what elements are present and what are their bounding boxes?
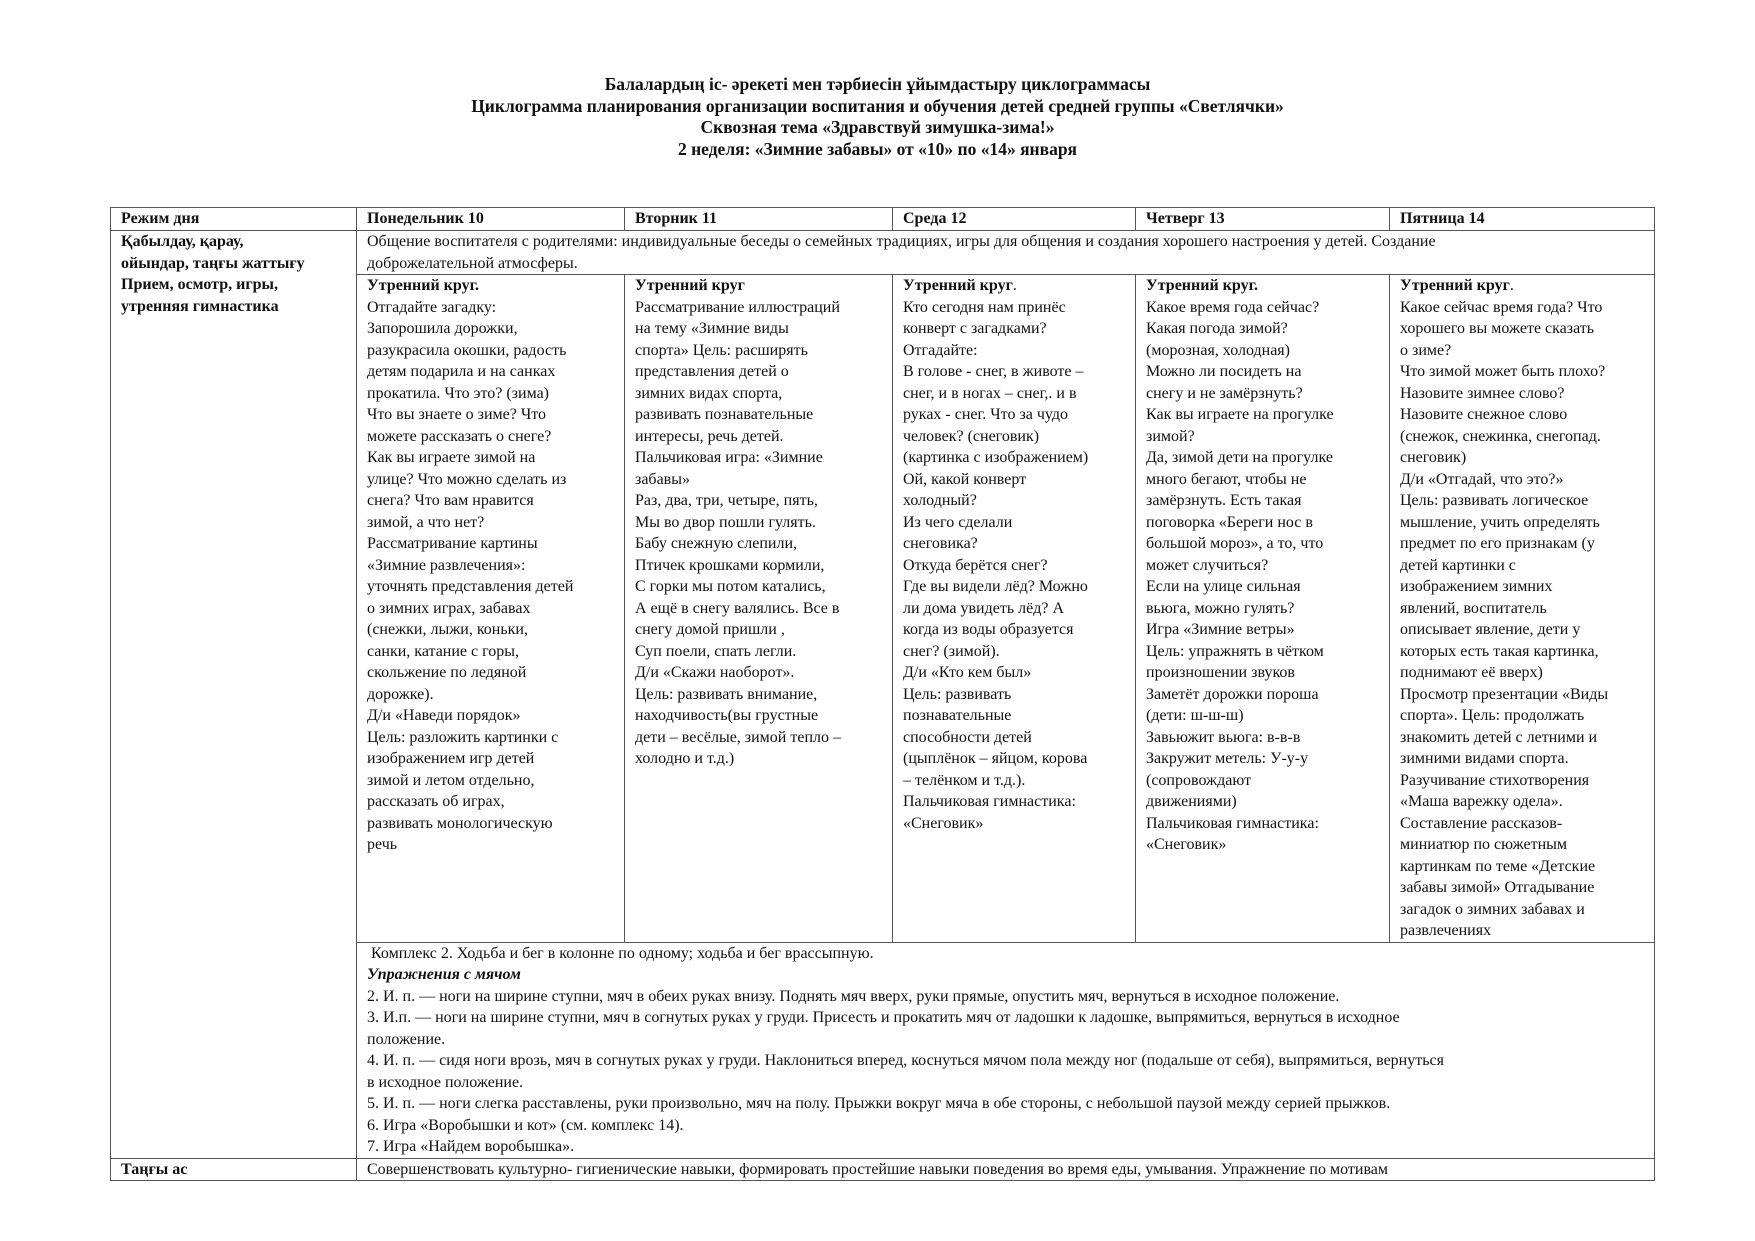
circle-line: Составление рассказов- xyxy=(1400,814,1563,832)
cyclogram-table xyxy=(110,207,1655,1181)
circle-line: вьюга, можно гулять? xyxy=(1146,599,1295,617)
circle-line: предмет по его признакам (у xyxy=(1400,535,1595,552)
exercise-line: в исходное положение. xyxy=(367,1073,524,1091)
circle-line: может случиться? xyxy=(1146,556,1269,574)
circle-line: спорта». Цель: продолжать xyxy=(1400,707,1585,724)
circle-line: поговорка «Береги нос в xyxy=(1146,513,1313,531)
heading-text: Утренний круг xyxy=(903,277,1013,294)
circle-line: миниатюр по сюжетным xyxy=(1400,836,1568,853)
circle-line: изображением игр детей xyxy=(367,750,535,767)
regime-line: Прием, осмотр, игры, xyxy=(121,276,278,293)
circle-line: А ещё в снегу валялись. Все в xyxy=(635,599,840,617)
circle-line: Отгадайте: xyxy=(903,341,978,359)
circle-line: зимних видах спорта, xyxy=(635,384,783,402)
header-regime: Режим дня xyxy=(111,208,357,231)
circle-line: (сопровождают xyxy=(1146,771,1252,789)
circle-line: Если на улице сильная xyxy=(1146,578,1301,595)
circle-line: С горки мы потом катались, xyxy=(635,578,826,595)
circle-line: снеговика? xyxy=(903,535,978,552)
circle-line: хорошего вы можете сказать xyxy=(1400,320,1595,337)
header-wednesday: Среда 12 xyxy=(893,208,1136,231)
circle-line: изображением зимних xyxy=(1400,578,1553,595)
circle-line: замёрзнуть. Есть такая xyxy=(1146,492,1302,509)
circle-line: Какое время года сейчас? xyxy=(1146,298,1320,316)
exercise-line: положение. xyxy=(367,1030,446,1048)
regime-line: утренняя гимнастика xyxy=(121,297,279,315)
header-monday: Понедельник 10 xyxy=(357,208,625,231)
circle-line: речь xyxy=(367,836,398,853)
circle-line: Разучивание стихотворения xyxy=(1400,771,1590,789)
circle-line: конверт с загадками? xyxy=(903,320,1047,337)
circle-line: познавательные xyxy=(903,707,1012,724)
circle-line: забавы» xyxy=(635,470,690,488)
morning-circle-heading xyxy=(1400,275,1644,297)
circle-line: детей картинки с xyxy=(1400,556,1516,574)
circle-line: находчивость(вы грустные xyxy=(635,707,819,724)
circle-line: картинкам по теме «Детские xyxy=(1400,857,1596,875)
circle-line: Цель: развивать внимание, xyxy=(635,685,818,703)
table-header-row xyxy=(111,208,1655,231)
circle-line: загадок о зимних забавах и xyxy=(1400,900,1585,918)
circle-line: когда из воды образуется xyxy=(903,621,1074,638)
circle-line: (снежок, снежинка, снегопад. xyxy=(1400,427,1601,445)
circle-line: снег? (зимой). xyxy=(903,642,1000,660)
greeting-line: Общение воспитателя с родителями: индивидуальные беседы о семейных традициях, игры для общения и создания хорошего настроения у детей. Создание xyxy=(367,233,1436,250)
circle-line: которых есть такая картинка, xyxy=(1400,642,1599,660)
circle-line: Как вы играете на прогулке xyxy=(1146,406,1334,423)
circle-line: зимой и летом отдельно, xyxy=(367,771,535,789)
circle-line: развлечениях xyxy=(1400,922,1492,939)
circle-line: можете рассказать о снеге? xyxy=(367,427,552,445)
circle-line: Завьюжит вьюга: в-в-в xyxy=(1146,728,1301,746)
table-row-breakfast xyxy=(111,1158,1655,1181)
circle-line: скольжение по ледяной xyxy=(367,664,527,681)
exercise-lines xyxy=(367,986,1644,1158)
circle-line: Ой, какой конверт xyxy=(903,470,1027,488)
regime-morning-cell xyxy=(111,231,357,1159)
circle-line: снег, и в ногах – снег,. и в xyxy=(903,384,1077,402)
circle-line: спорта» Цель: расширять xyxy=(635,341,808,359)
circle-line: развивать монологическую xyxy=(367,814,553,832)
circle-line: снега? Что вам нравится xyxy=(367,492,534,509)
circle-line: описывает явление, дети у xyxy=(1400,621,1581,638)
friday-circle-cell xyxy=(1390,275,1655,943)
exercise-intro: Комплекс 2. Ходьба и бег в колонне по одному; ходьба и бег врассыпную. xyxy=(371,944,874,962)
heading-text: Утренний круг. xyxy=(367,277,480,294)
circle-line: Цель: разложить картинки с xyxy=(367,728,559,746)
circle-line: «Зимние развлечения»: xyxy=(367,556,526,574)
circle-line: (картинка с изображением) xyxy=(903,449,1089,466)
circle-line: Мы во двор пошли гулять. xyxy=(635,513,816,531)
morning-circle-heading xyxy=(903,275,1125,297)
circle-line: Птичек крошками кормили, xyxy=(635,556,825,574)
circle-line: (дети: ш-ш-ш) xyxy=(1146,707,1244,724)
circle-line: В голове - снег, в животе – xyxy=(903,363,1084,380)
circle-line: Цель: развивать xyxy=(903,685,1012,703)
thursday-circle-cell xyxy=(1136,275,1390,943)
exercise-line: 4. И. п. — сидя ноги врозь, мяч в согнутых руках у груди. Наклониться вперед, коснуться мячом пола между ног (подальше от себя), выпрямиться, вернуться xyxy=(367,1052,1444,1069)
circle-line: способности детей xyxy=(903,728,1032,746)
circle-line: прокатила. Что это? (зима) xyxy=(367,384,550,402)
circle-line: дорожке). xyxy=(367,685,434,703)
circle-line: Заметёт дорожки пороша xyxy=(1146,685,1319,703)
circle-line: Пальчиковая гимнастика: xyxy=(1146,814,1319,832)
tuesday-circle-cell xyxy=(625,275,893,943)
circle-line: Пальчиковая игра: «Зимние xyxy=(635,449,823,466)
greeting-line: доброжелательной атмосферы. xyxy=(367,254,578,272)
exercise-line: 5. И. п. — ноги слегка расставлены, руки произвольно, мяч на полу. Прыжки вокруг мяча в обе стороны, с небольшой паузой между серией прыжков. xyxy=(367,1095,1391,1112)
exercise-line: 6. Игра «Воробышки и кот» (см. комплекс 14). xyxy=(367,1116,684,1134)
circle-line: Отгадайте загадку: xyxy=(367,298,497,316)
circle-line: ли дома увидеть лёд? А xyxy=(903,599,1065,617)
circle-line: Откуда берётся снег? xyxy=(903,556,1048,574)
circle-line: Как вы играете зимой на xyxy=(367,449,536,466)
circle-line: представления детей о xyxy=(635,363,789,380)
circle-line: развивать познавательные xyxy=(635,406,814,423)
title-line-theme: Сквозная тема «Здравствуй зимушка-зима!» xyxy=(700,117,1055,137)
circle-line: Закружит метель: У-у-у xyxy=(1146,750,1309,767)
circle-line: Да, зимой дети на прогулке xyxy=(1146,449,1333,466)
circle-line: снеговик) xyxy=(1400,449,1467,466)
circle-line: зимой? xyxy=(1146,427,1195,445)
circle-line: Цель: упражнять в чётком xyxy=(1146,642,1324,660)
circle-line: (снежки, лыжи, коньки, xyxy=(367,621,528,638)
header-tuesday: Вторник 11 xyxy=(625,208,893,231)
circle-line: забавы зимой» Отгадывание xyxy=(1400,879,1595,896)
exercise-cell xyxy=(357,942,1655,1158)
circle-line: много бегают, чтобы не xyxy=(1146,470,1307,488)
circle-line: дети – весёлые, зимой тепло – xyxy=(635,728,842,746)
circle-line: Можно ли посидеть на xyxy=(1146,363,1302,380)
monday-circle-cell xyxy=(357,275,625,943)
circle-line: Бабу снежную слепили, xyxy=(635,535,798,552)
breakfast-text: Совершенствовать культурно- гигиенические навыки, формировать простейшие навыки поведения во время еды, умывания. Упражнение по мотивам xyxy=(357,1158,1655,1181)
circle-line: Д/и «Отгадай, что это?» xyxy=(1400,470,1564,488)
circle-line: «Маша варежку одела». xyxy=(1400,793,1563,810)
circle-line: Где вы видели лёд? Можно xyxy=(903,578,1088,595)
circle-line: зимними видами спорта. xyxy=(1400,750,1569,767)
circle-line: произношении звуков xyxy=(1146,664,1295,681)
table-row-greeting xyxy=(111,231,1655,275)
circle-line: большой мороз», а то, что xyxy=(1146,535,1324,552)
circle-line: Какая погода зимой? xyxy=(1146,320,1288,337)
heading-text: Утренний круг xyxy=(635,277,745,294)
circle-line: снегу домой пришли , xyxy=(635,621,785,638)
circle-line: (цыплёнок – яйцом, корова xyxy=(903,750,1088,767)
circle-line: холодно и т.д.) xyxy=(635,750,735,767)
circle-line: интересы, речь детей. xyxy=(635,427,784,445)
circle-line: мышление, учить определять xyxy=(1400,513,1600,531)
circle-line: руках - снег. Что за чудо xyxy=(903,406,1069,423)
circle-line: уточнять представления детей xyxy=(367,578,574,595)
header-friday: Пятница 14 xyxy=(1390,208,1655,231)
circle-line: Рассматривание иллюстраций xyxy=(635,298,840,316)
exercise-subtitle: Упражнения с мячом xyxy=(367,966,521,983)
heading-dot: . xyxy=(1509,277,1514,294)
circle-line: Какое сейчас время года? Что xyxy=(1400,298,1603,316)
header-thursday: Четверг 13 xyxy=(1136,208,1390,231)
circle-line: санки, катание с горы, xyxy=(367,642,520,660)
document-title-block xyxy=(0,74,1755,160)
regime-line: ойындар, таңғы жаттығу xyxy=(121,254,305,272)
circle-line: Назовите зимнее слово? xyxy=(1400,384,1565,402)
circle-line: «Снеговик» xyxy=(903,814,984,832)
circle-line: Из чего сделали xyxy=(903,513,1013,531)
regime-line: Қабылдау, қарау, xyxy=(121,233,244,250)
title-line-kazakh: Балалардың іс- әрекеті мен тәрбиесін ұйымдастыру циклограммасы xyxy=(604,74,1151,94)
circle-line: Кто сегодня нам принёс xyxy=(903,298,1066,316)
morning-circle-heading xyxy=(635,275,882,297)
regime-breakfast: Таңғы ас xyxy=(111,1158,357,1181)
exercise-line: 7. Игра «Найдем воробышка». xyxy=(367,1138,575,1155)
circle-line: – телёнком и т.д.). xyxy=(903,771,1026,789)
circle-line: Что зимой может быть плохо? xyxy=(1400,363,1606,380)
heading-dot: . xyxy=(1012,277,1017,294)
circle-line: человек? (снеговик) xyxy=(903,427,1040,445)
circle-line: «Снеговик» xyxy=(1146,836,1227,853)
circle-line: холодный? xyxy=(903,492,977,509)
exercise-line: 3. И.п. — ноги на ширине ступни, мяч в согнутых руках у груди. Присесть и прокатить мяч от ладошки к ладошке, выпрямиться, вернуться в исходное xyxy=(367,1009,1400,1026)
circle-line: снегу и не замёрзнуть? xyxy=(1146,384,1303,402)
circle-line: о зимних играх, забавах xyxy=(367,599,531,617)
circle-line: зимой, а что нет? xyxy=(367,513,485,531)
circle-line: рассказать об играх, xyxy=(367,793,505,810)
circle-line: Пальчиковая гимнастика: xyxy=(903,793,1076,810)
circle-line: явлений, воспитатель xyxy=(1400,599,1547,617)
circle-line: Д/и «Скажи наоборот». xyxy=(635,664,795,681)
circle-line: Суп поели, спать легли. xyxy=(635,642,797,660)
parents-communication-cell xyxy=(357,231,1655,275)
circle-line: Д/и «Наведи порядок» xyxy=(367,707,521,724)
title-line-cyclogram: Циклограмма планирования организации воспитания и обучения детей средней группы «Светлячки» xyxy=(471,95,1284,116)
heading-text: Утренний круг. xyxy=(1146,277,1259,294)
circle-line: (морозная, холодная) xyxy=(1146,341,1290,359)
wednesday-circle-cell xyxy=(893,275,1136,943)
circle-line: разукрасила окошки, радость xyxy=(367,341,567,359)
circle-line: Что вы знаете о зиме? Что xyxy=(367,406,547,423)
circle-line: Д/и «Кто кем был» xyxy=(903,664,1032,681)
circle-line: улице? Что можно сделать из xyxy=(367,470,567,488)
circle-line: движениями) xyxy=(1146,793,1237,810)
heading-text: Утренний круг xyxy=(1400,277,1510,294)
circle-line: Запорошила дорожки, xyxy=(367,320,518,337)
circle-line: Просмотр презентации «Виды xyxy=(1400,685,1609,703)
circle-line: Раз, два, три, четыре, пять, xyxy=(635,492,818,509)
circle-line: детям подарила и на санках xyxy=(367,363,556,380)
exercise-line: 2. И. п. — ноги на ширине ступни, мяч в обеих руках внизу. Поднять мяч вверх, руки прямые, опустить мяч, вернуться в исходное положение. xyxy=(367,987,1340,1005)
circle-line: Игра «Зимние ветры» xyxy=(1146,621,1295,638)
morning-circle-heading xyxy=(367,275,614,297)
circle-line: Рассматривание картины xyxy=(367,535,538,552)
title-line-week: 2 неделя: «Зимние забавы» от «10» по «14» января xyxy=(677,138,1078,159)
circle-line: на тему «Зимние виды xyxy=(635,320,789,337)
circle-line: знакомить детей с летними и xyxy=(1400,728,1598,746)
circle-line: Цель: развивать логическое xyxy=(1400,492,1589,509)
circle-line: Назовите снежное слово xyxy=(1400,406,1568,423)
circle-line: о зиме? xyxy=(1400,341,1452,359)
morning-circle-heading xyxy=(1146,275,1379,297)
circle-line: поднимают её вверх) xyxy=(1400,664,1543,681)
